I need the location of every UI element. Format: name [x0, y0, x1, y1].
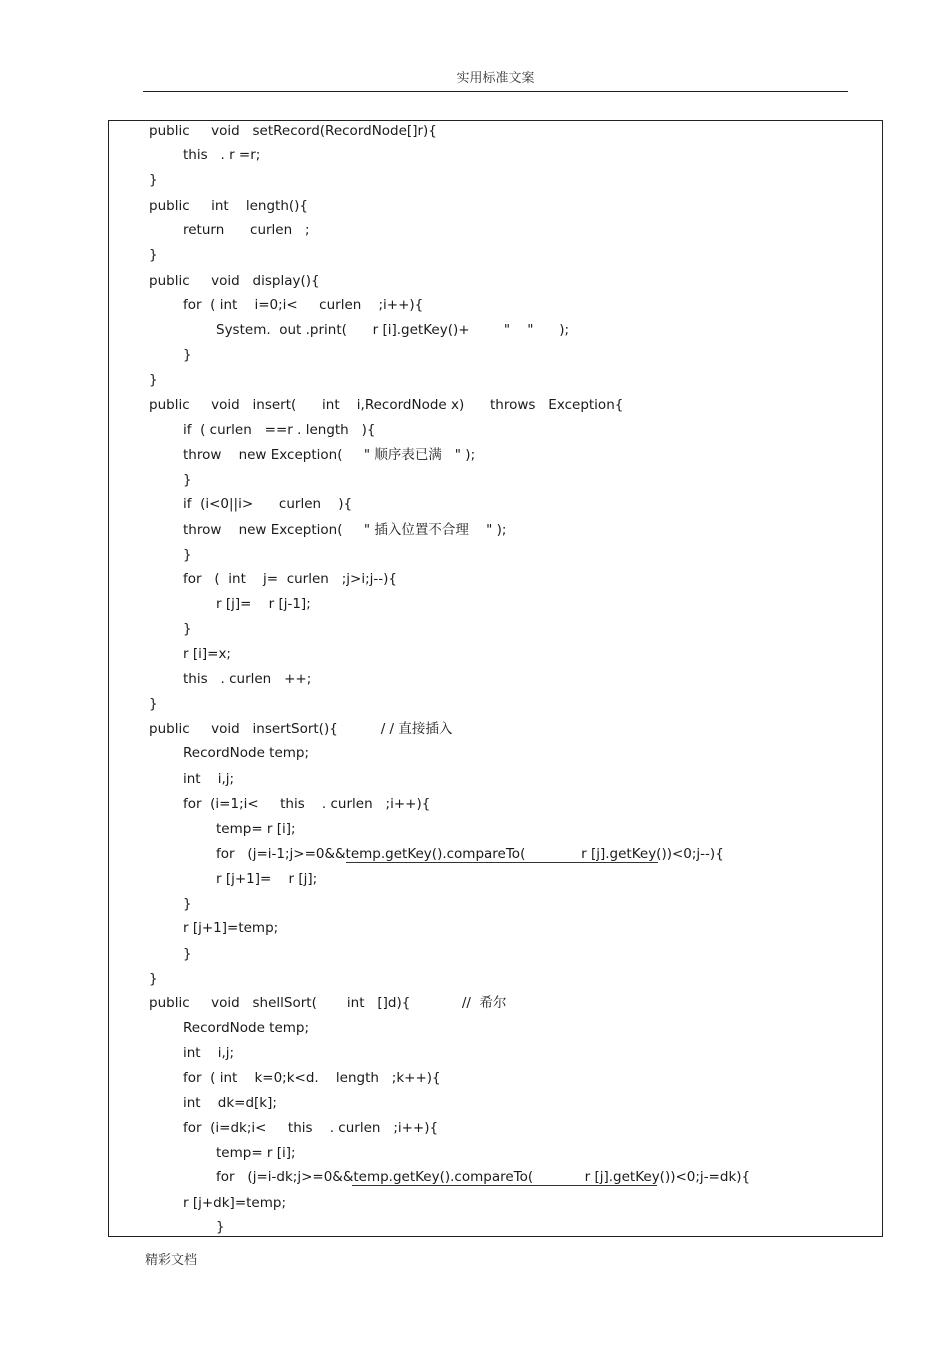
code-line: } — [149, 172, 158, 188]
code-line: if (i<0||i> curlen ){ — [183, 496, 353, 512]
code-line: System. out .print( r [i].getKey()+ " " ); — [216, 322, 570, 338]
code-line: public void display(){ — [149, 273, 320, 289]
code-line: this . r =r; — [183, 147, 261, 163]
code-line: r [j]= r [j-1]; — [216, 596, 311, 612]
code-line: for (j=i-1;j>=0&&temp.getKey().compareTo( r [j].getKey())<0;j--){ — [216, 846, 724, 862]
code-line: RecordNode temp; — [183, 1020, 310, 1036]
code-line: int i,j; — [183, 771, 235, 787]
code-line: } — [183, 547, 192, 563]
code-line: for (i=1;i< this . curlen ;i++){ — [183, 796, 431, 812]
code-line: temp= r [i]; — [216, 1145, 296, 1161]
code-line: for ( int i=0;i< curlen ;i++){ — [183, 297, 424, 313]
code-line: this . curlen ++; — [183, 671, 312, 687]
code-line: } — [183, 621, 192, 637]
code-line: } — [183, 896, 192, 912]
code-line: r [i]=x; — [183, 646, 231, 662]
code-line: public int length(){ — [149, 198, 308, 214]
code-line: r [j+1]=temp; — [183, 920, 279, 936]
code-line: temp= r [i]; — [216, 821, 296, 837]
code-line: r [j+1]= r [j]; — [216, 871, 318, 887]
code-line: if ( curlen ==r . length ){ — [183, 422, 376, 438]
code-line: int i,j; — [183, 1045, 235, 1061]
code-line: } — [216, 1219, 225, 1235]
underline-mark — [346, 862, 658, 863]
code-line: } — [183, 946, 192, 962]
code-line: for ( int k=0;k<d. length ;k++){ — [183, 1070, 441, 1086]
code-line: for ( int j= curlen ;j>i;j--){ — [183, 571, 397, 587]
code-line: } — [149, 971, 158, 987]
code-line: } — [183, 347, 192, 363]
code-line: public void setRecord(RecordNode[]r){ — [149, 123, 437, 139]
page-footer: 精彩文档 — [145, 1253, 198, 1268]
code-line: public void insert( int i,RecordNode x) throws Exception{ — [149, 397, 624, 413]
code-line: } — [149, 372, 158, 388]
code-line: } — [183, 472, 192, 488]
code-listing — [108, 120, 883, 1237]
code-line: } — [149, 247, 158, 263]
code-line: r [j+dk]=temp; — [183, 1195, 287, 1211]
code-line: public void shellSort( int []d){ // 希尔 — [149, 995, 507, 1011]
code-line: } — [149, 696, 158, 712]
code-line: public void insertSort(){ / / 直接插入 — [149, 721, 453, 737]
code-line: throw new Exception( " 插入位置不合理 " ); — [183, 522, 507, 538]
code-line: int dk=d[k]; — [183, 1095, 277, 1111]
header-title: 实用标准文案 — [456, 71, 535, 86]
code-line: for (j=i-dk;j>=0&&temp.getKey().compareTo( r [j].getKey())<0;j-=dk){ — [216, 1169, 751, 1185]
code-line: return curlen ; — [183, 222, 310, 238]
code-line: RecordNode temp; — [183, 745, 310, 761]
underline-mark — [352, 1185, 657, 1186]
page-header — [143, 60, 848, 92]
code-line: for (i=dk;i< this . curlen ;i++){ — [183, 1120, 439, 1136]
code-line: throw new Exception( " 顺序表已满 " ); — [183, 447, 476, 463]
